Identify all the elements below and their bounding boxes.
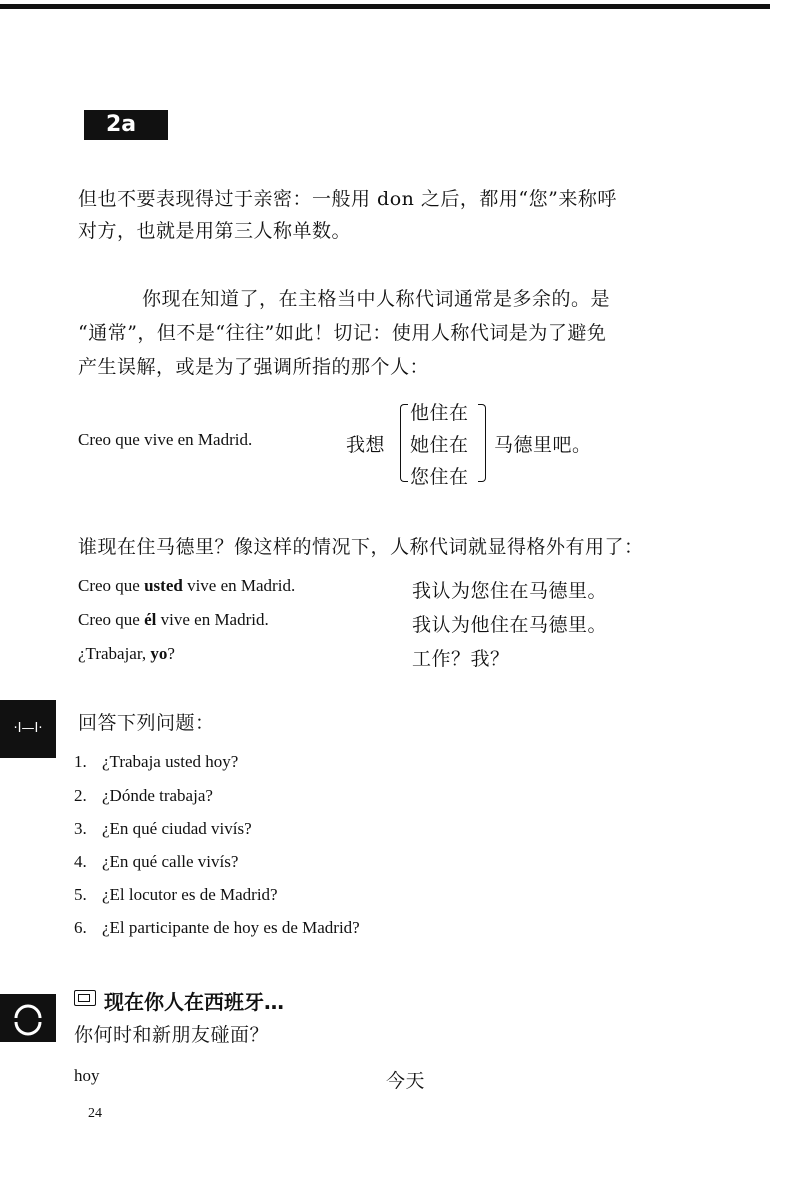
section-subheading: 你何时和新朋友碰面？ — [74, 1024, 270, 1046]
page-number: 24 — [88, 1106, 102, 1121]
question-number: 6. — [74, 918, 87, 937]
section-heading: 现在你人在西班牙… — [104, 990, 284, 1014]
para2-line-2: “通常”，但不是“往往”如此！切记：使用人称代词是为了避免 — [78, 322, 607, 344]
question-text: ¿En qué ciudad vivís? — [102, 819, 252, 838]
intro-line-1: 但也不要表现得过于亲密：一般用 don 之后，都用“您”来称呼 — [78, 188, 617, 210]
example-option: 您住在 — [410, 466, 469, 488]
question-text: ¿El locutor es de Madrid? — [102, 885, 278, 904]
question-text: ¿En qué calle vivís? — [102, 852, 239, 871]
vocab-chinese: 今天 — [386, 1070, 426, 1092]
pair-chinese: 我认为他住在马德里。 — [412, 614, 608, 636]
pair-chinese: 我认为您住在马德里。 — [412, 580, 608, 602]
left-brace — [400, 404, 408, 482]
pair-spanish: ¿Trabajar, yo? — [78, 644, 175, 663]
para2-line-3: 产生误解，或是为了强调所指的那个人： — [78, 356, 430, 378]
right-brace — [478, 404, 486, 482]
question-line: 谁现在住马德里？像这样的情况下，人称代词就显得格外有用了： — [78, 536, 644, 558]
question-number: 3. — [74, 819, 87, 838]
question-text: ¿Trabaja usted hoy? — [102, 752, 239, 771]
intro-line-2: 对方，也就是用第三人称单数。 — [78, 220, 352, 242]
para2-line-1: 你现在知道了，在主格当中人称代词通常是多余的。是 — [142, 288, 611, 310]
question-text: ¿Dónde trabaja? — [102, 786, 213, 805]
audio-tab-icon — [0, 994, 56, 1042]
question-number: 5. — [74, 885, 87, 904]
example-zh-suffix: 马德里吧。 — [494, 434, 592, 456]
question-number: 1. — [74, 752, 87, 771]
question-number: 4. — [74, 852, 87, 871]
example-option: 她住在 — [410, 434, 469, 456]
pair-spanish: Creo que usted vive en Madrid. — [78, 576, 296, 595]
question-number: 2. — [74, 786, 87, 805]
exercise-tab-icon: ·I—I· — [0, 700, 56, 758]
example-zh-prefix: 我想 — [346, 434, 386, 456]
question-text: ¿El participante de hoy es de Madrid? — [102, 918, 360, 937]
exercise-title: 回答下列问题： — [78, 712, 215, 734]
example-spanish: Creo que vive en Madrid. — [78, 430, 253, 449]
section-badge: 2a — [84, 110, 168, 140]
pair-chinese: 工作？我？ — [412, 648, 510, 670]
top-rule — [0, 4, 770, 9]
pair-spanish: Creo que él vive en Madrid. — [78, 610, 269, 629]
tv-icon — [74, 990, 96, 1006]
example-option: 他住在 — [410, 402, 469, 424]
vocab-spanish: hoy — [74, 1066, 100, 1085]
